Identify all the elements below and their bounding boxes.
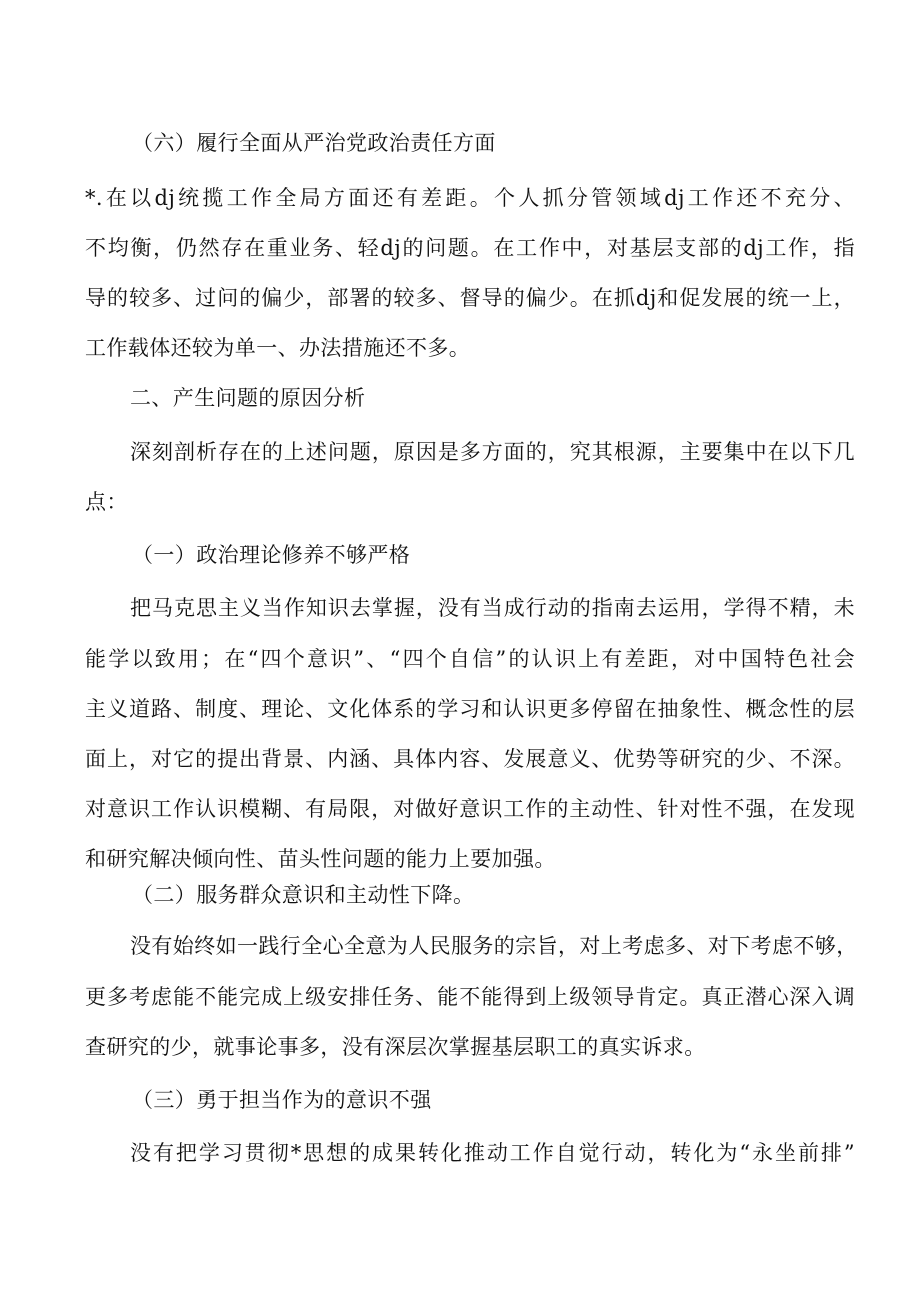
paragraph-line: 没有把学习贯彻*思想的成果转化推动工作自觉行动，转化为“永坐前排”	[130, 1141, 855, 1165]
section-heading-six: （六）履行全面从严治党政治责任方面	[132, 131, 496, 155]
paragraph-line: 点：	[85, 490, 128, 514]
paragraph-line: 查研究的少，就事论事多，没有深层次掌握基层职工的真实诉求。	[85, 1035, 706, 1059]
paragraph-line: 和研究解决倾向性、苗头性问题的能力上要加强。	[85, 847, 556, 871]
subsection-heading-one: （一）政治理论修养不够严格	[132, 543, 411, 567]
paragraph-line: 深刻剖析存在的上述问题，原因是多方面的，究其根源，主要集中在以下几	[130, 440, 855, 464]
paragraph-line: 导的较多、过问的偏少，部署的较多、督导的偏少。在抓dj和促发展的统一上，	[85, 286, 855, 310]
paragraph-line: 不均衡，仍然存在重业务、轻dj的问题。在工作中，对基层支部的dj工作，指	[85, 236, 855, 260]
paragraph-line: 主义道路、制度、理论、文化体系的学习和认识更多停留在抽象性、概念性的层	[85, 697, 855, 721]
subsection-heading-three: （三）勇于担当作为的意识不强	[132, 1088, 432, 1112]
paragraph-line: 对意识工作认识模糊、有局限，对做好意识工作的主动性、针对性不强，在发现	[85, 797, 855, 821]
paragraph-line: 工作载体还较为单一、办法措施还不多。	[85, 336, 471, 360]
paragraph-line: 把马克思主义当作知识去掌握，没有当成行动的指南去运用，学得不精，未	[130, 596, 855, 620]
paragraph-line: 能学以致用；在“四个意识”、“四个自信”的认识上有差距，对中国特色社会	[85, 647, 855, 671]
paragraph-line: 更多考虑能不能完成上级安排任务、能不能得到上级领导肯定。真正潜心深入调	[85, 985, 855, 1009]
paragraph-line: *.在以dj统揽工作全局方面还有差距。个人抓分管领域dj工作还不充分、	[85, 186, 855, 210]
subsection-heading-two: （二）服务群众意识和主动性下降。	[132, 883, 475, 907]
section-heading-two: 二、产生问题的原因分析	[130, 386, 366, 410]
paragraph-line: 没有始终如一践行全心全意为人民服务的宗旨，对上考虑多、对下考虑不够，	[130, 934, 858, 958]
paragraph-line: 面上，对它的提出背景、内涵、具体内容、发展意义、优势等研究的少、不深。	[85, 747, 855, 771]
